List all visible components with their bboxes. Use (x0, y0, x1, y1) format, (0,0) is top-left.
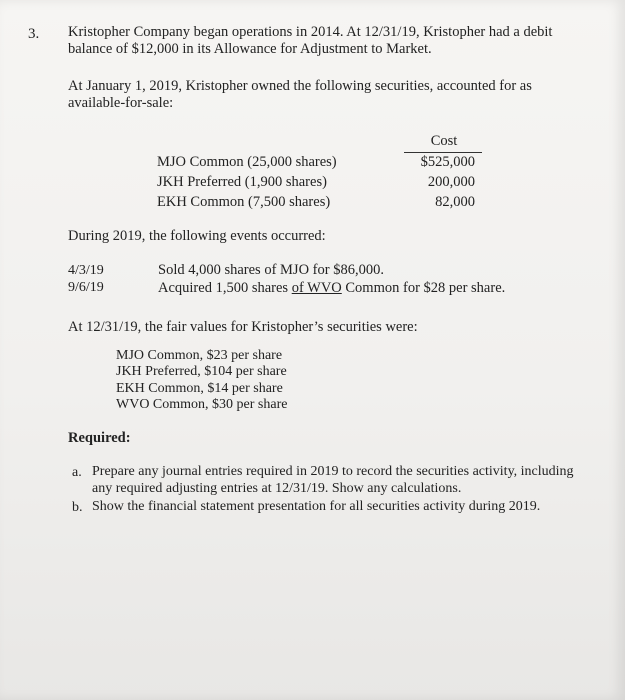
event-text: Sold 4,000 shares of MJO for $86,000. (158, 262, 384, 278)
event-date: 9/6/19 (68, 280, 104, 295)
problem-number: 3. (28, 26, 40, 42)
owned-line-2: available-for-sale: (68, 95, 174, 111)
owned-line-1: At January 1, 2019, Kristopher owned the following securities, accounted for as (68, 78, 532, 94)
event-underlined-text: of WVO (291, 280, 342, 296)
task-line: Show the financial statement presentation for all securities activity during 2019. (92, 499, 541, 514)
task-line: any required adjusting entries at 12/31/19. Show any calculations. (92, 480, 462, 496)
event-date: 4/3/19 (68, 263, 104, 278)
security-cost: 82,000 (435, 194, 475, 210)
security-cost: 200,000 (427, 174, 475, 190)
cost-column-header: Cost (430, 133, 458, 149)
fair-value-item: MJO Common, $23 per share (116, 348, 283, 363)
event-description (158, 262, 384, 279)
security-name: MJO Common (25,000 shares) (157, 154, 337, 170)
security-name: EKH Common (7,500 shares) (157, 194, 331, 210)
security-cost: $525,000 (420, 154, 475, 170)
task-text (92, 499, 540, 516)
fair-value-item: JKH Preferred, $104 per share (116, 364, 287, 379)
task-letter: b. (72, 500, 83, 515)
securities-owned-paragraph (68, 78, 532, 112)
intro-line-1: Kristopher Company began operations in 2014. At 12/31/19, Kristopher had a debit (68, 24, 553, 40)
task-line: Prepare any journal entries required in 2019 to record the securities activity, including (92, 464, 574, 479)
security-name: JKH Preferred (1,900 shares) (157, 174, 327, 190)
cost-header-rule (404, 152, 482, 153)
fair-value-item: WVO Common, $30 per share (116, 397, 288, 412)
task-text (92, 464, 574, 497)
event-text: Acquired 1,500 shares (158, 280, 292, 296)
event-text-tail: Common for $28 per share. (341, 280, 506, 296)
intro-line-2: balance of $12,000 in its Allowance for Adjustment to Market. (68, 41, 432, 57)
task-letter: a. (72, 465, 82, 480)
required-heading: Required: (68, 430, 131, 446)
events-intro: During 2019, the following events occurred: (68, 228, 326, 244)
event-description (158, 280, 505, 297)
fair-values-intro: At 12/31/19, the fair values for Kristopher’s securities were: (68, 319, 418, 335)
problem-intro (68, 24, 552, 58)
fair-value-item: EKH Common, $14 per share (116, 381, 283, 396)
